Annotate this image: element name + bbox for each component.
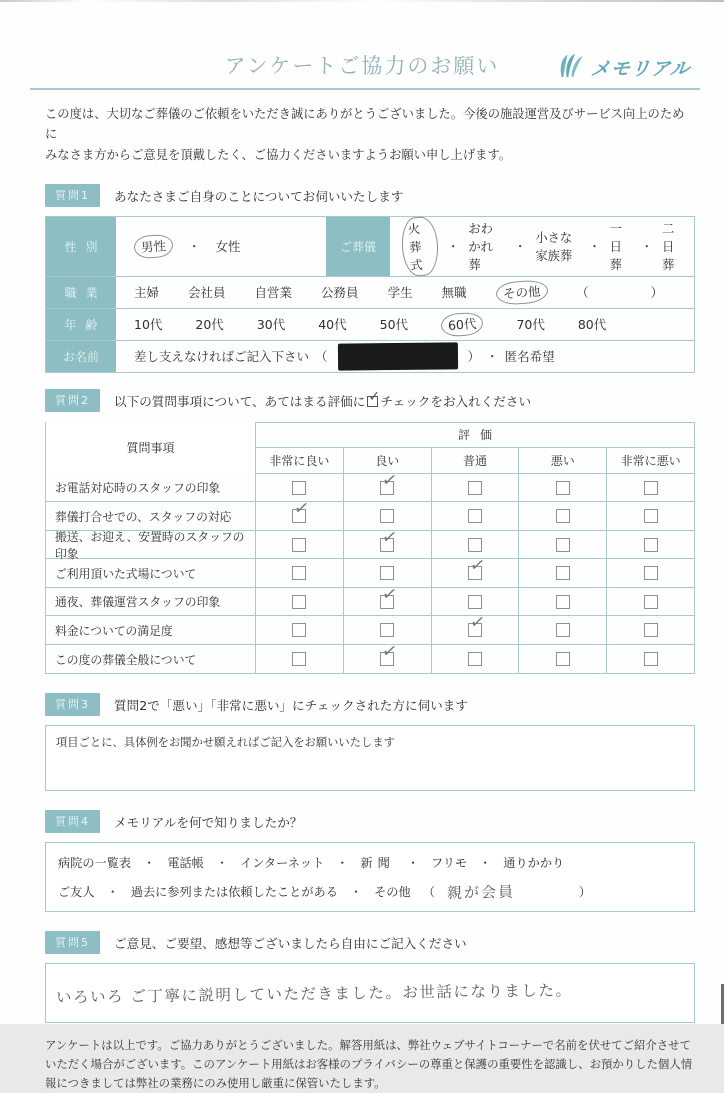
separator-dot: ・ — [336, 856, 349, 871]
rating-cell — [432, 474, 520, 502]
checkbox — [644, 481, 658, 495]
intro-line-2: みなさま方からご意見を頂戴したく、ご協力くださいますようお願い申し上げます。 — [45, 147, 512, 162]
option-mushoku: 無職 — [441, 285, 467, 301]
question2-header — [45, 389, 695, 412]
checkbox — [380, 509, 394, 523]
occupation-label: 職業 — [46, 277, 116, 308]
row-label: 搬送、お迎え、安置時のスタッフの印象 — [46, 531, 256, 559]
separator-dot: ・ — [479, 856, 492, 871]
option-shufu: 主婦 — [134, 285, 160, 301]
question3-heading: 質問2で「悪い」「非常に悪い」にチェックされた方に伺います — [114, 698, 468, 714]
question5-heading: ご意見、ご要望、感想等ございましたら自由にご記入ください — [114, 936, 467, 952]
question5-badge: 質問5 — [45, 931, 100, 954]
question4-heading: メモリアルを何で知りましたか？ — [114, 815, 303, 831]
checkbox — [292, 652, 306, 666]
question4-header — [45, 810, 695, 833]
funeral-options — [390, 217, 694, 276]
rating-cell — [607, 645, 694, 674]
checkbox — [644, 538, 658, 552]
check-icon: ✓ — [368, 388, 381, 405]
other-parens: （ ） — [576, 285, 664, 301]
separator-dot: ・ — [349, 885, 363, 900]
rating-cell — [256, 616, 344, 644]
checkbox — [556, 595, 570, 609]
rating-cell — [607, 474, 694, 502]
option-40s: 40代 — [318, 317, 347, 333]
rating-cell — [607, 616, 694, 644]
option-owakareso: おわかれ葬 — [468, 222, 493, 273]
page-title: アンケートご協力のお願い — [224, 54, 500, 78]
handwritten-other-answer: 親が会員 — [446, 883, 516, 903]
close-paren: ） — [578, 885, 592, 900]
age-row — [46, 309, 694, 341]
redacted-name-value — [337, 342, 457, 370]
close-paren: ） — [467, 349, 481, 365]
intro-line-1: この度は、大切なご葬儀のご依頼をいただき誠にありがとうございました。今後の施設運営及びサービス向上のために — [45, 107, 685, 142]
rating-cell — [344, 525, 432, 559]
question1-badge: 質問1 — [45, 184, 100, 207]
open-paren: （ — [422, 885, 435, 900]
option-sonota: その他 — [495, 279, 548, 306]
question4-options-line2 — [58, 881, 682, 902]
rating-cell — [432, 645, 520, 674]
rating-cell — [256, 588, 344, 616]
gender-label: 性別 — [46, 217, 116, 276]
option-past-attendance: 過去に参列または依頼したことがある — [130, 885, 338, 900]
option-kasoshiki: 火葬式 — [400, 216, 440, 277]
option-gakusei: 学生 — [387, 285, 413, 301]
checkbox — [468, 554, 487, 580]
rating-cell — [519, 616, 607, 644]
row-label: この度の葬儀全般について — [46, 645, 256, 674]
rating-cell — [607, 588, 694, 616]
separator-dot: ・ — [486, 349, 499, 365]
handwritten-check-mark: ✓ — [380, 468, 399, 492]
question3-header — [45, 693, 695, 716]
row-label: 通夜、葬儀運営スタッフの印象 — [46, 588, 256, 616]
question4-badge: 質問4 — [45, 810, 100, 833]
checkbox — [292, 623, 306, 637]
rating-cell — [519, 645, 607, 674]
rating-row-meeting — [46, 497, 694, 531]
checkbox — [644, 623, 658, 637]
checkbox — [468, 481, 482, 495]
handwritten-comment: いろいろ ご丁寧に説明していただきました。お世話になりました。 — [55, 981, 573, 1007]
row-label: 葬儀打合せでの、スタッフの対応 — [46, 502, 256, 530]
rating-cell — [519, 559, 607, 587]
rating-row-venue — [46, 554, 694, 588]
rating-row-ceremony-staff — [46, 582, 694, 617]
checkbox — [468, 595, 482, 609]
gender-options — [116, 217, 324, 276]
option-male: 男性 — [133, 234, 174, 260]
rating-row-phone — [46, 468, 694, 503]
age-label: 年齢 — [46, 309, 116, 340]
checkbox — [380, 566, 394, 580]
rating-cell — [519, 588, 607, 616]
rating-cell — [432, 611, 520, 644]
column-header-1: 良い — [344, 448, 432, 473]
name-prompt: 差し支えなければご記入下さい — [134, 349, 310, 365]
option-anonymous: 匿名希望 — [504, 349, 555, 365]
option-60s: 60代 — [440, 311, 484, 337]
brand-name: メモリアル — [589, 57, 691, 80]
row-label: 料金についての満足度 — [46, 616, 256, 644]
name-label: お名前 — [46, 341, 116, 372]
rating-cell — [256, 531, 344, 559]
checkbox — [644, 566, 658, 580]
option-chiisana-kazokuso: 小さな家族葬 — [535, 231, 573, 264]
occupation-options — [116, 277, 673, 308]
handwritten-check-mark: ✓ — [292, 497, 312, 521]
checkbox — [468, 509, 482, 523]
checkbox — [556, 566, 570, 580]
option-newspaper: 新聞 — [360, 856, 395, 871]
rating-cell — [519, 502, 607, 530]
option-30s: 30代 — [256, 317, 286, 333]
occupation-row — [46, 277, 694, 309]
question3-badge: 質問3 — [45, 693, 100, 716]
name-field — [116, 341, 565, 372]
question2-heading: 以下の質問事項について、あてはまる評価に ✓ チェックをお入れください — [114, 388, 532, 409]
option-futsukaso: 二日葬 — [661, 222, 675, 273]
footer-privacy-note: アンケートは以上です。ご協力ありがとうございました。解答用紙は、弊社ウェブサイトコーナーで名前を伏せてご紹介させていただく場合がございます。このアンケート用紙はお客様のプライバシーの尊重と保護の重要性を認識し、お預かりした個人情報につきましては弊社の業務にのみ使用し厳重に保管いたします。 — [45, 1038, 693, 1090]
header — [0, 0, 724, 88]
separator-dot: ・ — [215, 856, 229, 871]
checkbox — [644, 652, 658, 666]
handwritten-check-mark: ✓ — [468, 611, 487, 635]
option-20s: 20代 — [195, 317, 224, 333]
rating-table-column-header — [46, 441, 694, 474]
gender-funeral-row — [46, 217, 694, 277]
question5-header — [45, 931, 695, 954]
rating-cell — [519, 474, 607, 502]
separator-dot: ・ — [640, 240, 653, 255]
option-50s: 50代 — [379, 317, 409, 333]
leaf-swoosh-icon — [553, 52, 587, 82]
column-header-3: 悪い — [519, 448, 607, 473]
question5-answer-box — [45, 963, 695, 1023]
option-other: その他 — [374, 885, 411, 900]
rating-cell — [432, 554, 520, 587]
option-furimo: フリモ — [431, 856, 468, 871]
rating-table — [45, 422, 695, 675]
checkbox — [292, 481, 306, 495]
option-phonebook: 電話帳 — [167, 856, 204, 871]
separator-dot: ・ — [106, 885, 119, 900]
option-ichinichiso: 一日葬 — [609, 222, 622, 273]
rating-cell — [607, 502, 694, 530]
question4-answer-box — [45, 842, 695, 912]
option-70s: 70代 — [516, 317, 545, 333]
brand-logo — [553, 52, 690, 82]
header-divider — [30, 88, 700, 90]
rating-cell — [256, 559, 344, 587]
checkbox — [556, 481, 570, 495]
handwritten-check-mark: ✓ — [380, 640, 399, 664]
question3-answer-box — [45, 725, 695, 791]
checkbox — [380, 623, 394, 637]
funeral-label: ご葬儀 — [326, 217, 390, 276]
checkbox — [556, 509, 570, 523]
separator-dot: ・ — [406, 856, 420, 871]
rating-cell — [432, 502, 520, 530]
handwritten-check-mark: ✓ — [380, 582, 399, 606]
checkbox — [468, 538, 482, 552]
option-hospital-list: 病院の一覧表 — [58, 856, 132, 871]
checkbox — [468, 611, 487, 637]
checkbox — [556, 538, 570, 552]
row-label: お電話対応時のスタッフの印象 — [46, 474, 256, 502]
rating-group-label: 評価 — [457, 428, 502, 443]
option-komuin: 公務員 — [321, 285, 359, 301]
question1-header — [45, 184, 695, 207]
rating-cell — [256, 497, 344, 530]
item-header-label: 質問事項 — [46, 422, 256, 474]
option-female: 女性 — [215, 239, 241, 255]
question4-options-line1 — [58, 854, 682, 871]
checkbox — [292, 497, 312, 523]
rating-cell — [256, 645, 344, 674]
separator-dot: ・ — [514, 240, 527, 255]
rating-cell — [344, 582, 432, 616]
question2-badge: 質問2 — [45, 389, 100, 412]
rating-cell — [607, 531, 694, 559]
profile-table — [45, 216, 695, 373]
option-friend: ご友人 — [58, 885, 95, 900]
checkbox — [644, 509, 658, 523]
separator-dot: ・ — [188, 239, 201, 255]
question3-box-prompt: 項目ごとに、具体例をお聞かせ願えればご記入をお願いいたします — [56, 736, 395, 750]
name-row — [46, 341, 694, 373]
question1-heading: あなたさまご自身のことについてお伺いいたします — [114, 188, 404, 204]
checkbox — [292, 538, 306, 552]
rating-cell — [344, 640, 432, 674]
option-passing-by: 通りかかり — [503, 856, 565, 871]
checkbox — [292, 595, 306, 609]
handwritten-check-mark: ✓ — [468, 554, 487, 578]
rating-row-overall — [46, 640, 694, 674]
separator-dot: ・ — [447, 240, 460, 255]
option-kaishain: 会社員 — [188, 285, 226, 301]
checkbox — [292, 566, 306, 580]
handwritten-check-mark: ✓ — [380, 525, 399, 549]
checkbox — [380, 640, 399, 666]
checkbox — [380, 582, 399, 609]
separator-dot: ・ — [143, 856, 156, 871]
rating-cell — [519, 531, 607, 559]
separator-dot: ・ — [588, 240, 601, 255]
checkbox — [556, 623, 570, 637]
checkbox — [468, 652, 482, 666]
option-10s: 10代 — [134, 317, 163, 333]
rating-cell — [607, 559, 694, 587]
option-jieigyo: 自営業 — [254, 285, 293, 301]
age-options — [116, 309, 616, 340]
checkbox — [556, 652, 570, 666]
option-80s: 80代 — [577, 317, 607, 333]
option-internet: インターネット — [240, 856, 325, 871]
row-label: ご利用頂いた式場について — [46, 559, 256, 587]
checkbox — [644, 595, 658, 609]
intro-text — [45, 104, 695, 165]
column-header-2: 普通 — [432, 448, 520, 473]
rating-row-price — [46, 611, 694, 645]
open-paren: （ — [315, 349, 328, 365]
rating-row-transport — [46, 525, 694, 561]
checkbox — [380, 525, 399, 552]
column-header-4: 非常に悪い — [620, 453, 681, 468]
column-header-0: 非常に良い — [256, 448, 344, 473]
rating-cell — [344, 468, 432, 502]
checkbox — [380, 468, 399, 495]
